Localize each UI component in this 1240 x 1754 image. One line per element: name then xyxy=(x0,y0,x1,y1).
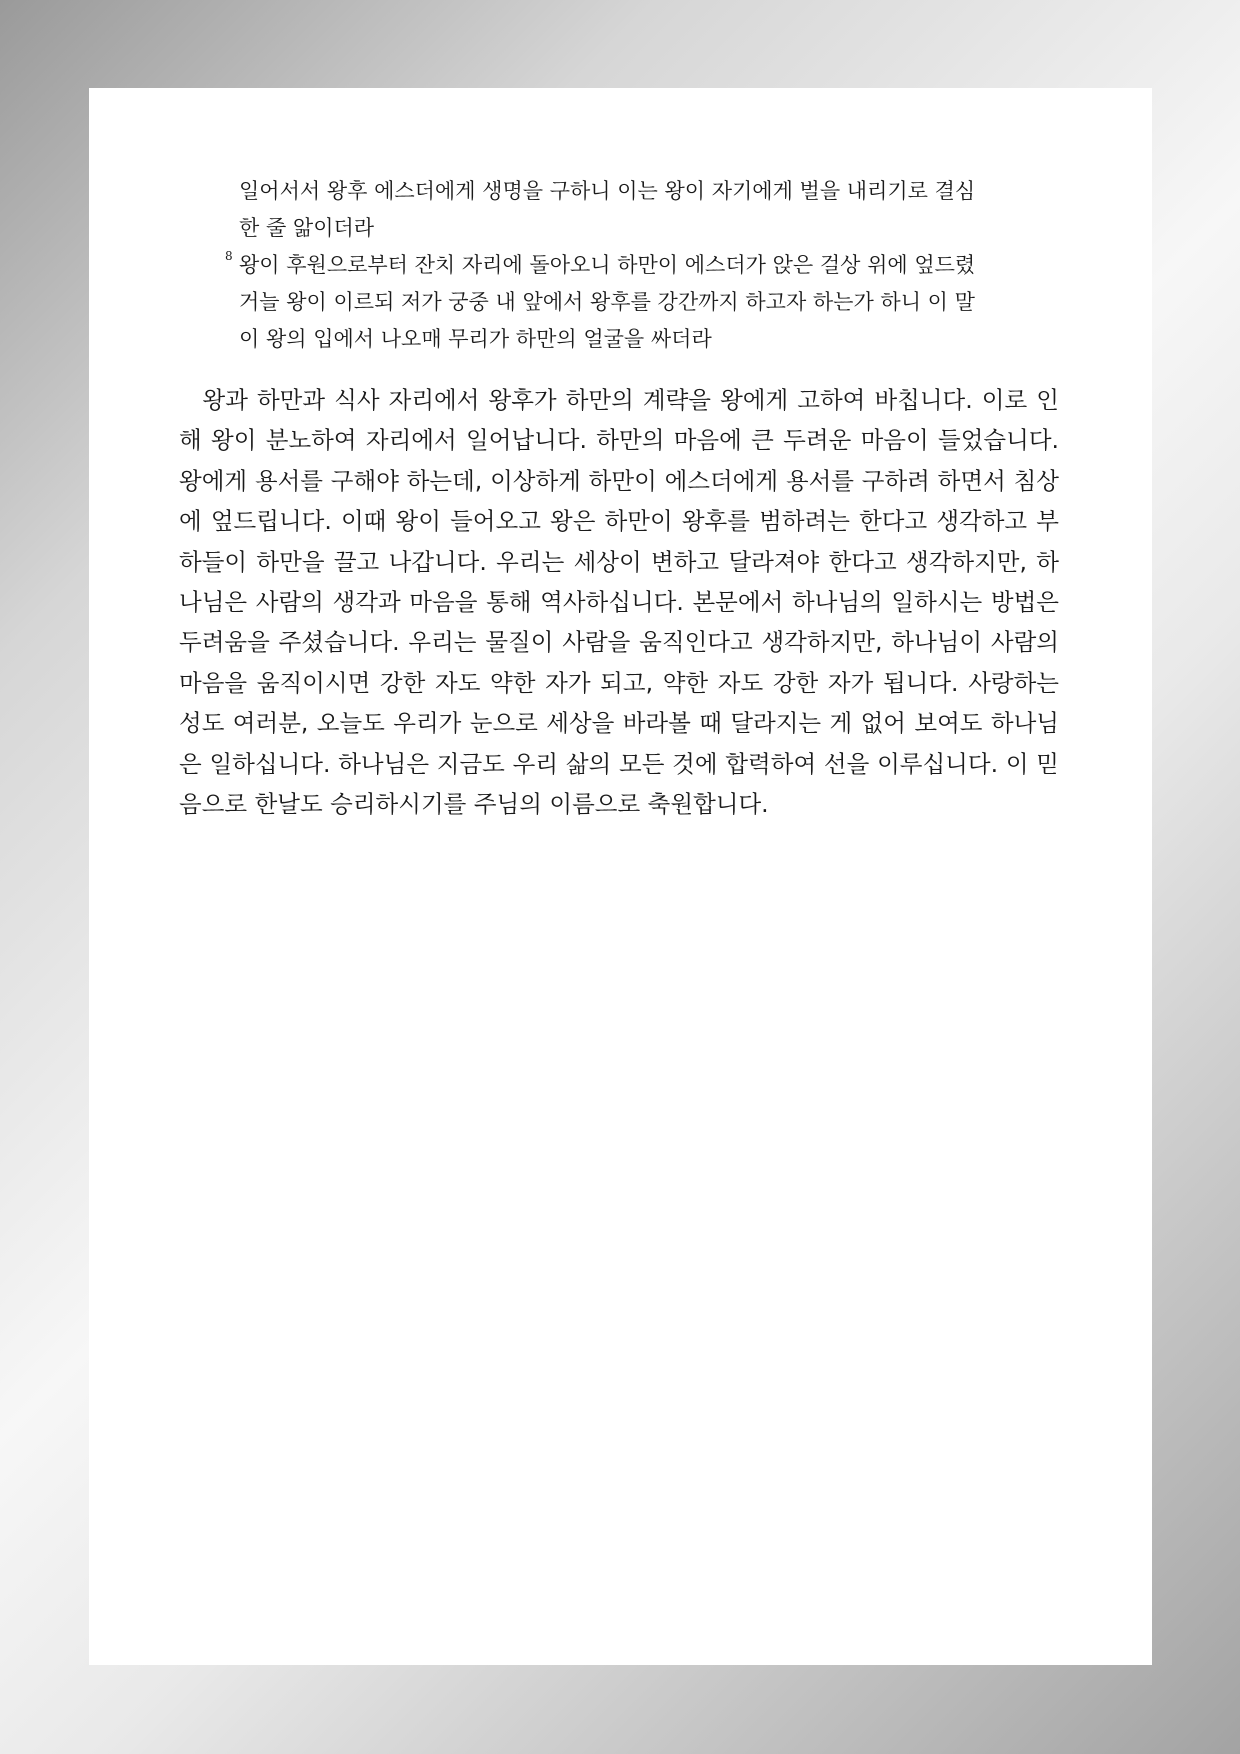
verse-number: 8 xyxy=(225,249,233,263)
verse-7-continuation: 일어서서 왕후 에스더에게 생명을 구하니 이는 왕이 자기에게 벌을 내리기로 결심한 줄 앎이더라 xyxy=(239,179,976,240)
scripture-passage xyxy=(225,173,979,358)
document-page xyxy=(89,88,1152,1665)
sermon-paragraph: 왕과 하만과 식사 자리에서 왕후가 하만의 계략을 왕에게 고하여 바칩니다. 이로 인해 왕이 분노하여 자리에서 일어납니다. 하만의 마음에 큰 두려운 마음이 들었습니다. 왕에게 용서를 구해야 하는데, 이상하게 하만이 에스더에게 용서를 구하려 하면서 침상에 엎드립니다. 이때 왕이 들어오고 왕은 하만이 왕후를 범하려는 한다고 생각하고 부하들이 하만을 끌고 나갑니다. 우리는 세상이 변하고 달라져야 한다고 생각하지만, 하나님은 사람의 생각과 마음을 통해 역사하십니다. 본문에서 하나님의 일하시는 방법은 두려움을 주셨습니다. 우리는 물질이 사람을 움직인다고 생각하지만, 하나님이 사람의 마음을 움직이시면 강한 자도 약한 자가 되고, 약한 자도 강한 자가 됩니다. 사랑하는 성도 여러분, 오늘도 우리가 눈으로 세상을 바라볼 때 달라지는 게 없어 보여도 하나님은 일하십니다. 하나님은 지금도 우리 삶의 모든 것에 합력하여 선을 이루십니다. 이 믿음으로 한날도 승리하시기를 주님의 이름으로 축원합니다. xyxy=(179,386,1059,819)
verse-8 xyxy=(225,247,979,358)
verse-8-text: 왕이 후원으로부터 잔치 자리에 돌아오니 하만이 에스더가 앉은 걸상 위에 엎드렸거늘 왕이 이르되 저가 궁중 내 앞에서 왕후를 강간까지 하고자 하는가 하니 이 말이 왕의 입에서 나오매 무리가 하만의 얼굴을 싸더라 xyxy=(239,253,976,351)
